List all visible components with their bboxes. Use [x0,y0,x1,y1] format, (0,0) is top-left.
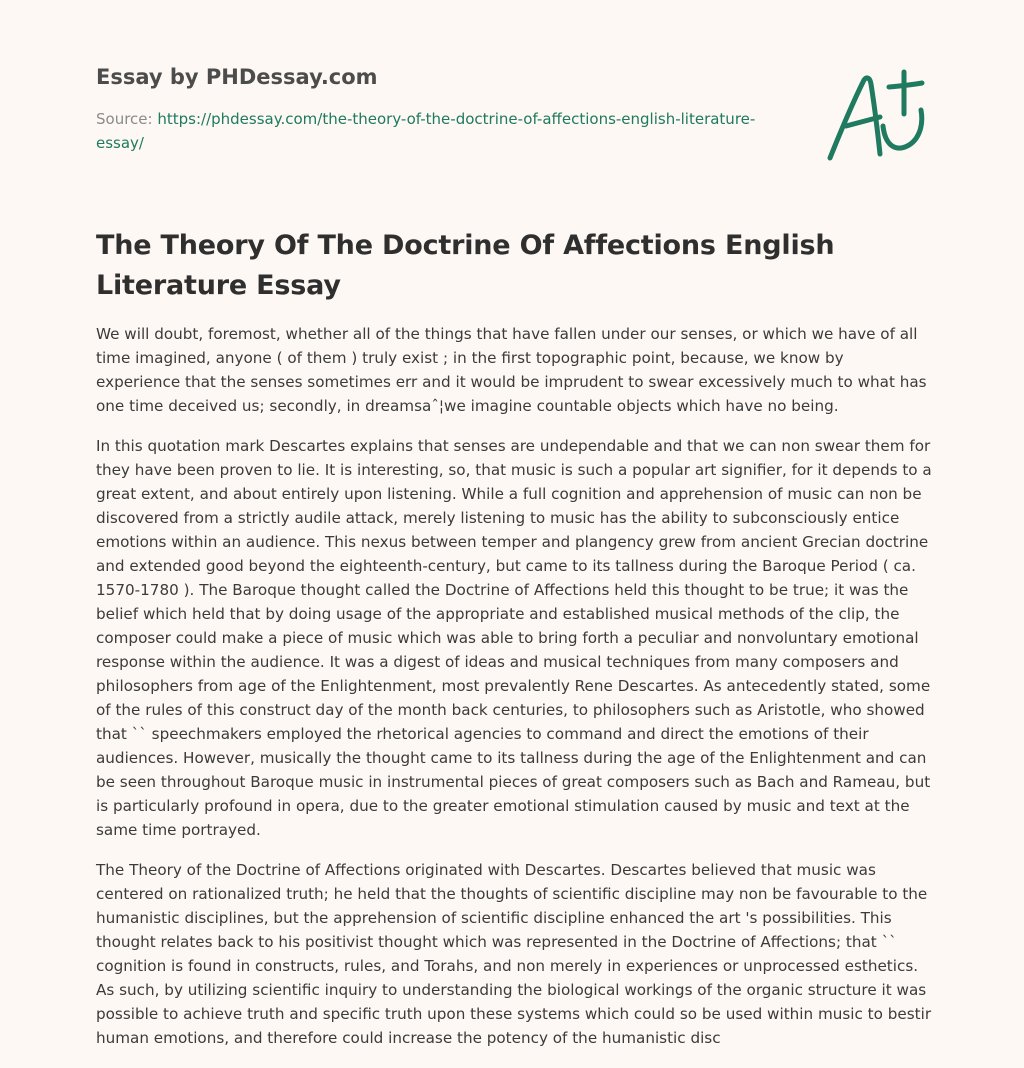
source-link[interactable]: https://phdessay.com/the-theory-of-the-doctrine-of-affections-english-literature-essay/ [96,110,756,152]
essay-paragraph: In this quotation mark Descartes explains that senses are undependable and that we can non swear them for they have been proven to lie. It is interesting, so, that music is such a popular art signifier, for it depends to a great extent, and about entirely upon listening. While a full cognition and apprehension of music can non be discovered from a strictly audile attack, merely listening to music has the ability to subconsciously entice emotions within an audience. This nexus between temper and plangency grew from ancient Grecian doctrine and extended good beyond the eighteenth-century, but came to its tallness during the Baroque Period ( ca. 1570-1780 ). The Baroque thought called the Doctrine of Affections held this thought to be true; it was the belief which held that by doing usage of the appropriate and established musical methods of the clip, the composer could make a piece of music which was able to bring forth a peculiar and nonvoluntary emotional response within the audience. It was a digest of ideas and musical techniques from many composers and philosophers from age of the Enlightenment, most prevalently Rene Descartes. As antecedently stated, some of the rules of this construct day of the month back centuries, to philosophers such as Aristotle, who showed that `` speechmakers employed the rhetorical agencies to command and direct the emotions of their audiences. However, musically the thought came to its tallness during the age of the Enlightenment and can be seen throughout Baroque music in instrumental pieces of great composers such as Bach and Rameau, but is particularly profound in opera, due to the greater emotional stimulation caused by music and text at the same time portrayed. [96,437,932,839]
source-line [96,107,786,155]
essay-paragraph: We will doubt, foremost, whether all of the things that have fallen under our senses, or which we have of all time imagined, anyone ( of them ) truly exist ; in the first topographic point, because, we know by experience that the senses sometimes err and it would be imprudent to swear excessively much to what has one time deceived us; secondly, in dreamsaˆ¦we imagine countable objects which have no being. [96,325,927,415]
essay-title: The Theory Of The Doctrine Of Affections English Literature Essay [96,230,835,301]
site-header [96,62,796,155]
essay-body [96,322,932,1066]
site-brand: Essay by PHDessay.com [96,65,378,89]
essay-paragraph: The Theory of the Doctrine of Affections originated with Descartes. Descartes believed that music was centered on rationalized truth; he held that the thoughts of scientific discipline may non be favourable to the humanistic disciplines, but the apprehension of scientific discipline enhanced the art 's possibilities. This thought relates back to his positivist thought which was represented in the Doctrine of Affections; that `` cognition is found in constructs, rules, and Torahs, and non merely in experiences or unprocessed esthetics. As such, by utilizing scientific inquiry to understanding the biological workings of the organic structure it was possible to achieve truth and specific truth upon these systems which could so be used within music to bestir human emotions, and therefore could increase the potency of the humanistic disc [96,861,932,1047]
source-label: Source: [96,110,153,128]
a-plus-grade-icon [822,68,928,164]
